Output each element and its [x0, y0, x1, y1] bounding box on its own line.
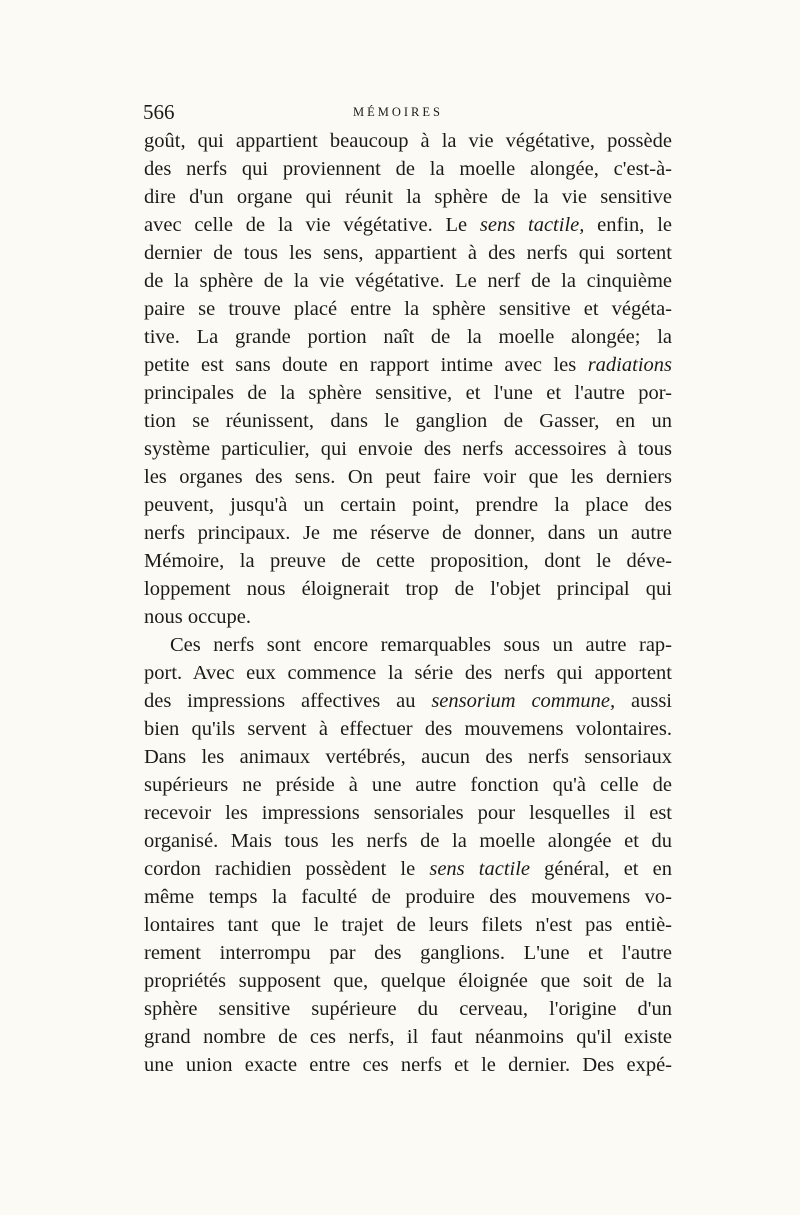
text-segment: petite est sans doute en rapport intime avec les: [144, 354, 588, 376]
text-line: principales de la sphère sensitive, et l'une et l'autre por-: [144, 382, 672, 404]
text-line: Ces nerfs sont encore remarquables sous un autre rap-: [170, 634, 672, 656]
text-segment: cordon rachidien possèdent le: [144, 858, 430, 880]
text-line: nous occupe.: [144, 606, 252, 628]
text-line: [144, 687, 672, 715]
text-line: recevoir les impressions sensoriales pour lesquelles il est: [144, 802, 672, 824]
body-text: [144, 127, 672, 1079]
paragraph: [144, 127, 672, 631]
text-segment: aussi: [615, 690, 673, 712]
text-line: supérieurs ne préside à une autre fonction qu'à celle de: [144, 774, 672, 796]
text-line: lontaires tant que le trajet de leurs filets n'est pas entiè-: [144, 914, 672, 936]
text-line: [144, 351, 672, 379]
text-line: Dans les animaux vertébrés, aucun des nerfs sensoriaux: [144, 746, 672, 768]
text-line: propriétés supposent que, quelque éloignée que soit de la: [144, 970, 672, 992]
text-line: Mémoire, la preuve de cette proposition, dont le déve-: [144, 550, 672, 572]
text-line: goût, qui appartient beaucoup à la vie végétative, possède: [144, 130, 672, 152]
italic-term: radiations: [587, 354, 672, 376]
italic-term: sensorium commune,: [431, 690, 616, 712]
italic-term: sens tactile,: [479, 214, 585, 236]
text-line: organisé. Mais tous les nerfs de la moelle alongée et du: [144, 830, 672, 852]
text-line: grand nombre de ces nerfs, il faut néanmoins qu'il existe: [144, 1026, 672, 1048]
text-line: paire se trouve placé entre la sphère sensitive et végéta-: [144, 298, 672, 320]
text-line: même temps la faculté de produire des mouvemens vo-: [144, 886, 672, 908]
text-line: bien qu'ils servent à effectuer des mouvemens volontaires.: [144, 718, 672, 740]
text-line: tive. La grande portion naît de la moelle alongée; la: [144, 326, 672, 348]
text-line: peuvent, jusqu'à un certain point, prendre la place des: [144, 494, 672, 516]
text-line: des nerfs qui proviennent de la moelle alongée, c'est-à-: [144, 158, 672, 180]
text-segment: avec celle de la vie végétative. Le: [144, 214, 480, 236]
text-segment: enfin, le: [584, 214, 672, 236]
text-segment: des impressions affectives au: [144, 690, 432, 712]
paragraph: [144, 631, 672, 1079]
text-line: dernier de tous les sens, appartient à des nerfs qui sortent: [144, 242, 672, 264]
text-line: système particulier, qui envoie des nerfs accessoires à tous: [144, 438, 672, 460]
text-line: tion se réunissent, dans le ganglion de Gasser, en un: [144, 410, 672, 432]
text-line: nerfs principaux. Je me réserve de donner, dans un autre: [144, 522, 672, 544]
text-line: dire d'un organe qui réunit la sphère de la vie sensitive: [144, 186, 672, 208]
italic-term: sens tactile: [429, 858, 531, 880]
text-segment: général, et en: [530, 858, 672, 880]
text-line: [144, 211, 672, 239]
text-line: sphère sensitive supérieure du cerveau, l'origine d'un: [144, 998, 672, 1020]
running-title: MÉMOIRES: [353, 105, 443, 119]
page-header: [143, 101, 663, 123]
text-line: [144, 855, 672, 883]
text-line: port. Avec eux commence la série des nerfs qui apportent: [144, 662, 672, 684]
text-line: de la sphère de la vie végétative. Le nerf de la cinquième: [144, 270, 672, 292]
text-line: rement interrompu par des ganglions. L'une et l'autre: [144, 942, 672, 964]
page-number: 566: [143, 100, 175, 124]
text-line: une union exacte entre ces nerfs et le dernier. Des expé-: [144, 1054, 672, 1076]
text-line: les organes des sens. On peut faire voir que les derniers: [144, 466, 672, 488]
text-line: loppement nous éloignerait trop de l'objet principal qui: [144, 578, 672, 600]
